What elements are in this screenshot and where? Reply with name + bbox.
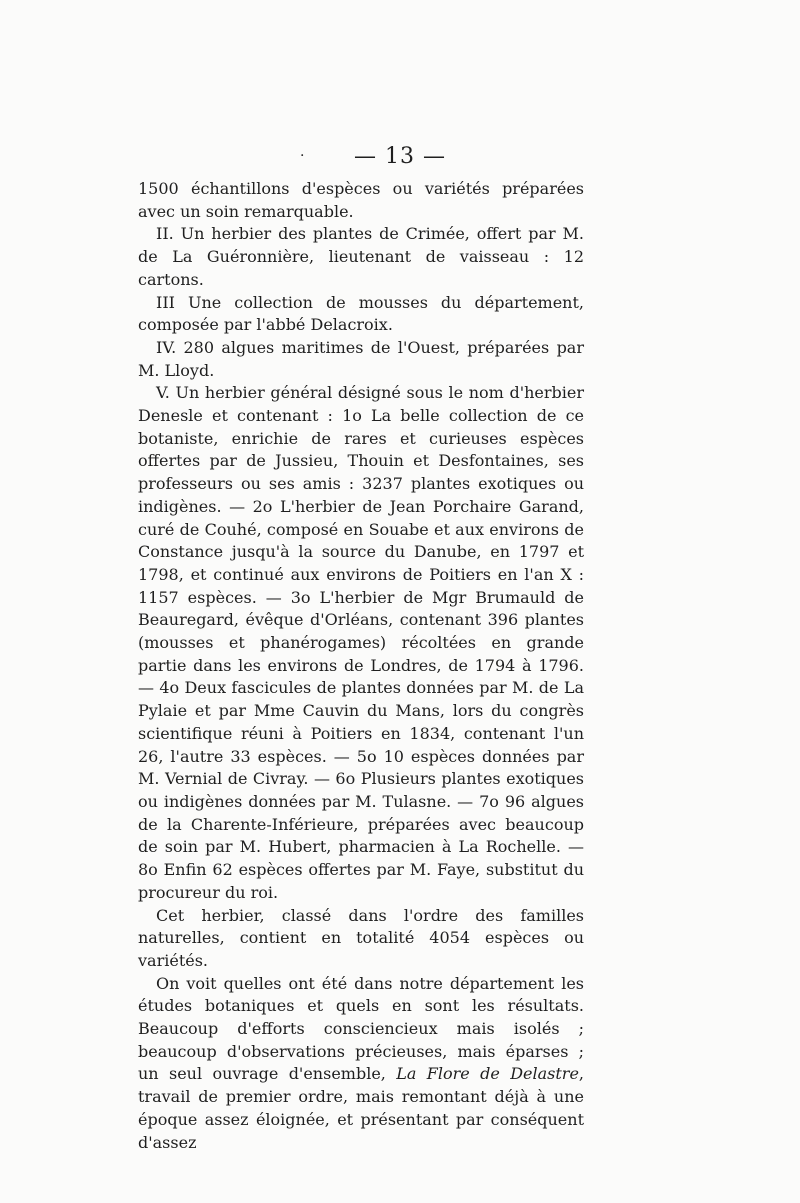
- page-header: [0, 144, 800, 169]
- header-dot: ·: [300, 148, 306, 164]
- body-text: [138, 178, 584, 1154]
- conclusion-text-a: On voit quelles ont été dans notre département les études botaniques et quels en sont les résultats. Beaucoup d'efforts consciencieux mais isolés ; beaucoup d'observations précieuses, mais éparses ; un seul ouvrage d'ensemble,: [138, 973, 584, 1084]
- paragraph-continuation: 1500 échantillons d'espèces ou variétés préparées avec un soin remarquable.: [138, 179, 584, 221]
- paragraph-item-2: II. Un herbier des plantes de Crimée, offert par M. de La Guéronnière, lieutenant de vaisseau : 12 cartons.: [138, 224, 584, 289]
- paragraph-herbier-summary: Cet herbier, classé dans l'ordre des familles naturelles, contient en totalité 4054 espèces ou variétés.: [138, 905, 584, 970]
- paragraph-item-4: IV. 280 algues maritimes de l'Ouest, préparées par M. Lloyd.: [138, 337, 584, 380]
- conclusion-text-b: , travail de premier ordre, mais remontant déjà à une époque assez éloignée, et présentant par conséquent d'assez: [138, 1064, 585, 1152]
- paragraph-item-5: V. Un herbier général désigné sous le nom d'herbier Denesle et contenant : 1o La belle collection de ce botaniste, enrichie de rares et curieuses espèces offertes par de Jussieu, Thouin et Desfontaines, ses professeurs ou ses amis : 3237 plantes exotiques ou indigènes. — 2o L'herbier de Jean Porchaire Garand, curé de Couhé, composé en Souabe et aux environs de Constance jusqu'à la source du Danube, en 1797 et 1798, et continué aux environs de Poitiers en l'an X : 1157 espèces. — 3o L'herbier de Mgr Brumauld de Beauregard, évêque d'Orléans, contenant 396 plantes (mousses et phanérogames) récoltées en grande partie dans les environs de Londres, de 1794 à 1796. — 4o Deux fascicules de plantes données par M. de La Pylaie et par Mme Cauvin du Mans, lors du congrès scientifique réuni à Poitiers en 1834, contenant l'un 26, l'autre 33 espèces. — 5o 10 espèces données par M. Vernial de Civray. — 6o Plusieurs plantes exotiques ou indigènes données par M. Tulasne. — 7o 96 algues de la Charente-Inférieure, préparées avec beaucoup de soin par M. Hubert, pharmacien à La Rochelle. — 8o Enfin 62 espèces offertes par M. Faye, substitut du procureur du roi.: [138, 383, 584, 902]
- flore-title: La Flore de Delastre: [396, 1064, 579, 1084]
- paragraph-conclusion: [138, 973, 584, 1155]
- paragraph-item-3: III Une collection de mousses du département, composée par l'abbé Delacroix.: [138, 292, 584, 335]
- page-number: — 13 —: [354, 144, 446, 169]
